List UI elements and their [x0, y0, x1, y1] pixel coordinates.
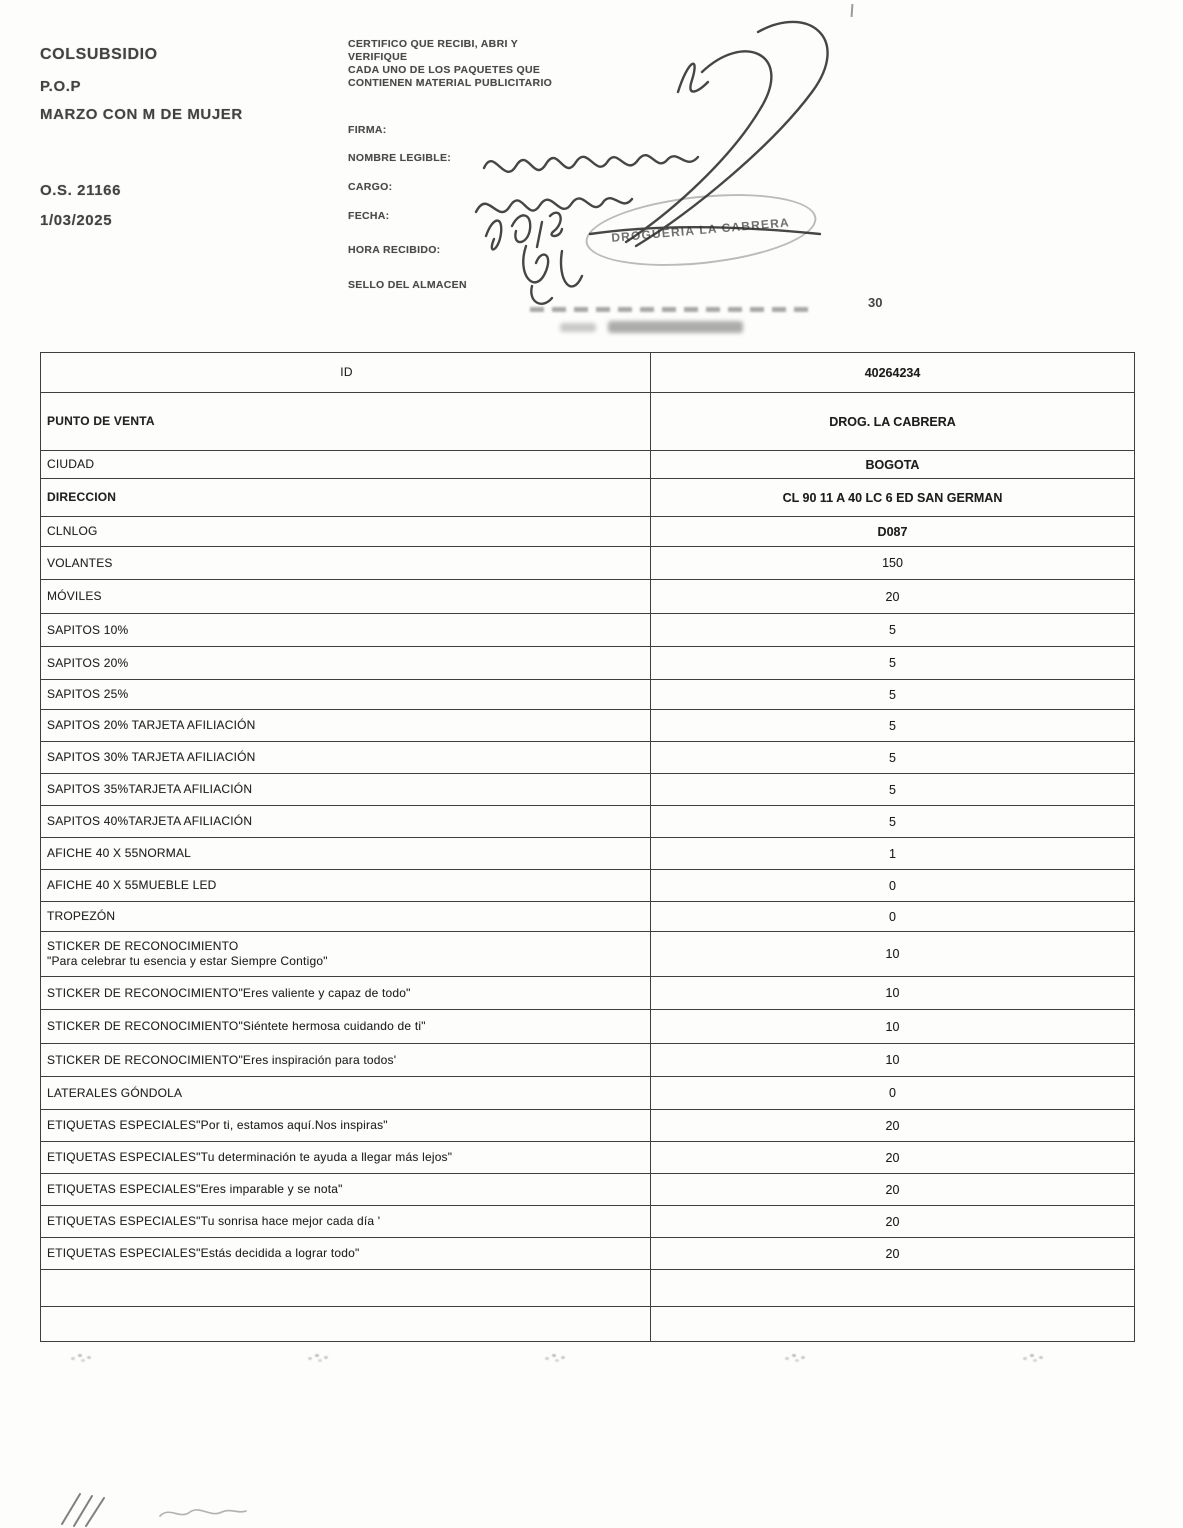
- row-label: MÓVILES: [47, 589, 102, 603]
- row-value: 5: [889, 782, 896, 797]
- stamp-smudge: [530, 307, 810, 312]
- table-row: [41, 1238, 1134, 1270]
- form-field-label-fecha: FECHA:: [348, 210, 390, 222]
- form-field-label-nombre: NOMBRE LEGIBLE:: [348, 152, 452, 164]
- row-value: 5: [889, 623, 896, 637]
- row-value-cell: [651, 1010, 1134, 1043]
- table-row: [41, 580, 1134, 614]
- scan-artifact: [1030, 1354, 1034, 1357]
- row-value: 5: [889, 750, 896, 765]
- row-value-cell: [651, 932, 1134, 976]
- row-label: SAPITOS 40%TARJETA AFILIACIÓN: [47, 814, 253, 828]
- table-row: [41, 1110, 1134, 1142]
- table-row: [41, 1270, 1134, 1307]
- row-label: SAPITOS 30% TARJETA AFILIACIÓN: [47, 750, 256, 764]
- table-row: [41, 393, 1134, 451]
- table-row: [41, 479, 1134, 517]
- row-value-cell: [651, 1270, 1134, 1306]
- row-value: 0: [889, 878, 896, 893]
- row-value-cell: [651, 710, 1134, 741]
- row-label-cell: [41, 710, 651, 741]
- row-value-cell: [651, 742, 1134, 773]
- table-row: [41, 1044, 1134, 1077]
- row-value-cell: [651, 902, 1134, 931]
- row-label-cell: [41, 393, 651, 450]
- row-value-cell: [651, 838, 1134, 869]
- table-row: [41, 1010, 1134, 1044]
- row-value-cell: [651, 1142, 1134, 1173]
- row-label: TROPEZÓN: [47, 909, 116, 923]
- scan-artifact: [552, 1354, 556, 1357]
- row-label-cell: [41, 977, 651, 1009]
- table-row: [41, 451, 1134, 479]
- row-value: 5: [889, 814, 896, 829]
- row-label-cell: [41, 614, 651, 646]
- row-label: CIUDAD: [47, 457, 95, 471]
- row-value-cell: [651, 1206, 1134, 1237]
- row-value: 20: [885, 589, 900, 604]
- handwritten-note: [50, 1488, 290, 1528]
- company-name: COLSUBSIDIO: [40, 46, 158, 63]
- row-value-cell: [651, 1110, 1134, 1141]
- table-row: [41, 647, 1134, 680]
- row-value-cell: [651, 451, 1134, 478]
- row-label-cell: [41, 742, 651, 773]
- row-label-cell: [41, 1206, 651, 1237]
- form-field-label-hora: HORA RECIBIDO:: [348, 244, 441, 256]
- row-value: 10: [885, 1019, 900, 1034]
- row-value: 150: [882, 556, 903, 570]
- row-label: DIRECCION: [47, 490, 117, 504]
- row-value: 5: [889, 687, 896, 702]
- table-row: [41, 1307, 1134, 1342]
- row-label: STICKER DE RECONOCIMIENTO"Eres inspiración para todos': [47, 1052, 397, 1067]
- table-row: [41, 517, 1134, 547]
- certification-line: CONTIENEN MATERIAL PUBLICITARIO: [348, 77, 553, 89]
- annotation-number: 30: [868, 295, 883, 310]
- stamp-smudge: [560, 323, 596, 332]
- row-label-cell: [41, 547, 651, 579]
- row-value-cell: [651, 1307, 1134, 1341]
- row-value: 5: [889, 656, 896, 670]
- row-label-cell: [41, 1174, 651, 1205]
- campaign-title: MARZO CON M DE MUJER: [40, 106, 243, 123]
- row-label-cell: [41, 1010, 651, 1043]
- table-row: [41, 742, 1134, 774]
- row-label-cell: [41, 1307, 651, 1341]
- order-number: O.S. 21166: [40, 182, 122, 199]
- row-value-cell: [651, 1238, 1134, 1269]
- handwritten-signature: [440, 10, 883, 320]
- row-value: CL 90 11 A 40 LC 6 ED SAN GERMAN: [782, 490, 1003, 505]
- row-value: 10: [885, 986, 900, 1000]
- row-label: ETIQUETAS ESPECIALES"Eres imparable y se nota": [47, 1182, 343, 1196]
- row-label-cell: [41, 517, 651, 546]
- row-label-cell: [41, 1044, 651, 1076]
- form-field-label-firma: FIRMA:: [348, 124, 387, 136]
- scan-artifact: [792, 1354, 796, 1357]
- table-row: [41, 774, 1134, 806]
- row-value-cell: [651, 614, 1134, 646]
- row-value: D087: [877, 524, 908, 539]
- row-value-cell: [651, 580, 1134, 613]
- row-label: ID: [340, 365, 353, 379]
- row-label-cell: [41, 580, 651, 613]
- row-value-cell: [651, 479, 1134, 516]
- row-label-cell: [41, 1238, 651, 1269]
- row-label-cell: [41, 479, 651, 516]
- row-label-cell: [41, 838, 651, 869]
- row-label: ETIQUETAS ESPECIALES"Estás decidida a lograr todo": [47, 1246, 360, 1260]
- program-label: P.O.P: [40, 78, 82, 95]
- row-value-cell: [651, 647, 1134, 679]
- certification-line: CERTIFICO QUE RECIBI, ABRI Y: [348, 38, 518, 50]
- row-value: BOGOTA: [865, 457, 920, 472]
- row-value-cell: [651, 1077, 1134, 1109]
- table-row: [41, 806, 1134, 838]
- row-label: VOLANTES: [47, 555, 113, 570]
- row-value: 10: [885, 1053, 900, 1067]
- row-label-cell: [41, 1077, 651, 1109]
- row-value-cell: [651, 680, 1134, 709]
- scan-artifact: [315, 1354, 319, 1357]
- row-value: 20: [885, 1182, 900, 1197]
- row-value-cell: [651, 353, 1134, 392]
- row-label-cell: [41, 774, 651, 805]
- row-value-cell: [651, 393, 1134, 450]
- row-label: SAPITOS 10%: [47, 622, 129, 637]
- table-row: [41, 1142, 1134, 1174]
- row-label-cell: [41, 932, 651, 976]
- table-row: [41, 838, 1134, 870]
- row-value-cell: [651, 977, 1134, 1009]
- row-label: SAPITOS 35%TARJETA AFILIACIÓN: [47, 782, 253, 796]
- row-label: AFICHE 40 X 55NORMAL: [47, 846, 192, 860]
- row-label-cell: [41, 902, 651, 931]
- row-label: STICKER DE RECONOCIMIENTO"Siéntete hermosa cuidando de ti": [47, 1019, 426, 1033]
- row-label: STICKER DE RECONOCIMIENTO: [47, 939, 239, 953]
- row-label: ETIQUETAS ESPECIALES"Tu sonrisa hace mejor cada día ': [47, 1214, 381, 1228]
- row-label-cell: [41, 1142, 651, 1173]
- table-row: [41, 1174, 1134, 1206]
- table-row: [41, 614, 1134, 647]
- table-row: [41, 680, 1134, 710]
- row-label-cell: [41, 1270, 651, 1306]
- row-label-cell: [41, 680, 651, 709]
- row-value-cell: [651, 774, 1134, 805]
- row-value-cell: [651, 1174, 1134, 1205]
- row-label: LATERALES GÓNDOLA: [47, 1085, 183, 1100]
- row-label-cell: [41, 451, 651, 478]
- row-value: 40264234: [864, 365, 921, 380]
- row-label-line2: "Para celebrar tu esencia y estar Siempre Contigo": [47, 954, 328, 968]
- row-label: ETIQUETAS ESPECIALES"Por ti, estamos aquí.Nos inspiras": [47, 1118, 388, 1132]
- row-label: PUNTO DE VENTA: [47, 414, 155, 428]
- stamp-smudge: [608, 321, 743, 333]
- scan-artifact: [78, 1354, 82, 1357]
- row-value: 10: [885, 947, 900, 961]
- row-label-cell: [41, 870, 651, 901]
- table-row: [41, 353, 1134, 393]
- form-field-label-sello: SELLO DEL ALMACEN: [348, 279, 467, 291]
- table-row: [41, 932, 1134, 977]
- table-row: [41, 977, 1134, 1010]
- certification-line: CADA UNO DE LOS PAQUETES QUE: [348, 64, 541, 76]
- row-label: SAPITOS 25%: [47, 687, 129, 701]
- row-value: 20: [885, 1118, 900, 1133]
- row-value: 0: [889, 909, 896, 924]
- table-row: [41, 547, 1134, 580]
- row-label: AFICHE 40 X 55MUEBLE LED: [47, 878, 217, 892]
- table-row: [41, 870, 1134, 902]
- table-row: [41, 902, 1134, 932]
- row-label-cell: [41, 806, 651, 837]
- table-row: [41, 1077, 1134, 1110]
- form-field-label-cargo: CARGO:: [348, 181, 393, 193]
- row-label-cell: [41, 1110, 651, 1141]
- row-value: 1: [889, 846, 896, 861]
- row-value: 0: [889, 1086, 896, 1100]
- row-value: 5: [889, 718, 896, 733]
- row-value-cell: [651, 517, 1134, 546]
- row-value-cell: [651, 1044, 1134, 1076]
- row-label: SAPITOS 20%: [47, 655, 129, 670]
- row-label: SAPITOS 20% TARJETA AFILIACIÓN: [47, 718, 256, 732]
- table-row: [41, 710, 1134, 742]
- row-value-cell: [651, 806, 1134, 837]
- row-label: ETIQUETAS ESPECIALES"Tu determinación te ayuda a llegar más lejos": [47, 1150, 453, 1164]
- row-value: 20: [885, 1150, 900, 1165]
- row-label: STICKER DE RECONOCIMIENTO"Eres valiente y capaz de todo": [47, 985, 411, 1000]
- table-row: [41, 1206, 1134, 1238]
- row-label-cell: [41, 353, 651, 392]
- order-date: 1/03/2025: [40, 212, 113, 229]
- row-value: DROG. LA CABRERA: [829, 414, 956, 429]
- row-value: 20: [885, 1214, 900, 1229]
- row-label-cell: [41, 647, 651, 679]
- row-value: 20: [885, 1246, 900, 1261]
- row-value-cell: [651, 547, 1134, 579]
- stamp-text: DROGUERIA LA CABRERA: [611, 215, 791, 245]
- delivery-table: [40, 352, 1135, 1342]
- certification-line: VERIFIQUE: [348, 51, 408, 63]
- row-value-cell: [651, 870, 1134, 901]
- row-label: CLNLOG: [47, 524, 98, 538]
